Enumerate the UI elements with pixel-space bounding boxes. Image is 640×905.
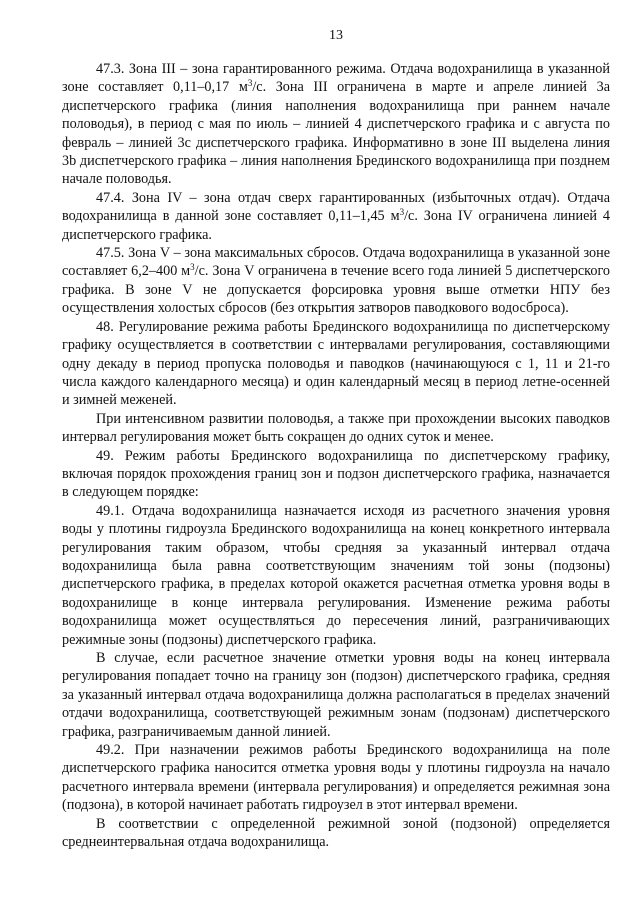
page-number: 13	[329, 28, 343, 43]
paragraph-47-4: 47.4. Зона IV – зона отдач сверх гарантированных (избыточных отдач). Отдача водохранилища в данной зоне составляет 0,11–1,45 $м^3/с$. Зона IV ограничена линией 4 диспетчерского графика.	[62, 189, 610, 243]
paragraph-49-2-outflow: В соответствии с определенной режимной зоной (подзоной) определяется среднеинтервальная отдача водохранилища.	[62, 815, 610, 851]
paragraph-47-3: 47.3. Зона III – зона гарантированного режима. Отдача водохранилища в указанной зоне составляет 0,11–0,17 $м^3/с$. Зона III ограничена в марте и апреле линией 3а диспетчерского графика (линия наполнения водохранилища при раннем начале половодья), в период с мая по июль – линией 4 диспетчерского графика и с августа по февраль – линией 3с диспетчерского графика. Информативно в зоне III выделена линия 3b диспетчерского графика – линия наполнения Брединского водохранилища при позднем начале половодья.	[62, 61, 610, 188]
document-body	[62, 60, 610, 851]
cubic-superscript: 3	[190, 262, 195, 273]
paragraph-47-5: 47.5. Зона V – зона максимальных сбросов. Отдача водохранилища в указанной зоне составляет 6,2–400 $м^3/с$. Зона V ограничена в течение всего года линией 5 диспетчерского графика. В зоне V не допускается форсировка уровня выше отметки НПУ без осуществления холостых сбросов (без открытия затворов паводкового водосброса).	[62, 245, 611, 317]
paragraph-48: 48. Регулирование режима работы Брединского водохранилища по диспетчерскому графику осуществляется в соответствии с интервалами регулирования, составляющими одну декаду в период пропуска половодья и паводков (начинающуюся с 1, 11 и 21-го числа каждого календарного месяца) и один календарный месяц в период летне-осенней и зимней меженей.	[62, 318, 610, 409]
paragraph-49-1-boundary-case: В случае, если расчетное значение отметки уровня воды на конец интервала регулирования попадает точно на границу зон (подзон) диспетчерского графика, средняя за указанный интервал отдача водохранилища должна располагаться в пределах значений отдачи водохранилища, соответствующей режимным зонам (подзонам) диспетчерского графика, разграничиваемым данной линией.	[62, 650, 610, 740]
paragraph-48-flood-note: При интенсивном развитии половодья, а также при прохождении высоких паводков интервал регулирования может быть сокращен до одних суток и менее.	[62, 410, 610, 446]
paragraph-49: 49. Режим работы Брединского водохранилища по диспетчерскому графику, включая порядок прохождения границ зон и подзон диспетчерского графика, назначается в следующем порядке:	[62, 447, 610, 501]
cubic-superscript: 3	[399, 207, 405, 218]
cubic-superscript: 3	[247, 78, 253, 89]
paragraph-49-2: 49.2. При назначении режимов работы Брединского водохранилища на поле диспетчерского графика наносится отметка уровня воды у плотины гидроузла на начало расчетного интервала времени (интервала регулирования) и определяется режимная зона (подзона), в которой начинает работать гидроузел в этот интервал времени.	[62, 742, 610, 814]
paragraph-49-1: 49.1. Отдача водохранилища назначается исходя из расчетного значения уровня воды у плотины гидроузла Брединского водохранилища на конец конкретного интервала регулирования таким образом, чтобы средняя за указанный интервал отдача водохранилища была равна соответствующим значениям той зоны (подзоны) диспетчерского графика, в пределах которой окажется расчетная отметка уровня воды в водохранилище в конце интервала регулирования. Изменение режима работы водохранилища может осуществляться до пересечения линий, разграничивающих режимные зоны (подзоны) диспетчерского графика.	[62, 502, 610, 648]
